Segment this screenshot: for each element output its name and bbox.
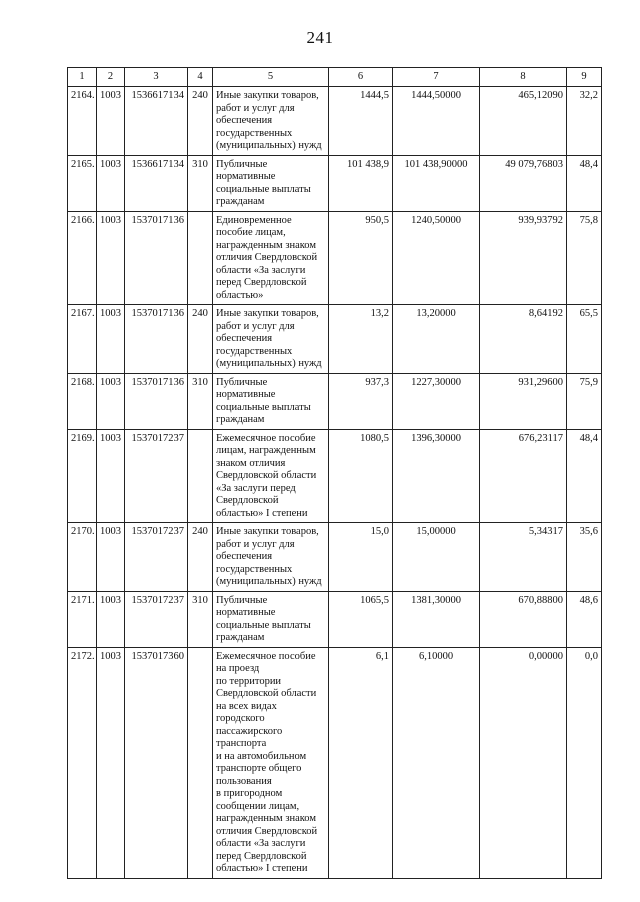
target-article-code: 1537017136	[125, 211, 188, 305]
description-line: обеспечения	[216, 333, 273, 344]
row-number: 2168.	[68, 373, 97, 429]
budget-table	[67, 67, 602, 879]
description-line: Иные закупки товаров,	[216, 308, 319, 319]
description-line: Иные закупки товаров,	[216, 526, 319, 537]
row-number: 2165.	[68, 155, 97, 211]
description-line: Публичные	[216, 594, 268, 606]
description-line: гражданам	[216, 414, 265, 425]
description-line: сообщении лицам,	[216, 800, 300, 812]
value-col-9: 75,9	[567, 373, 602, 429]
row-description	[213, 87, 329, 156]
table-row	[68, 429, 602, 523]
description-line: Свердловской области	[216, 470, 317, 481]
row-description	[213, 373, 329, 429]
column-header: 1	[68, 68, 97, 87]
value-col-8: 49 079,76803	[480, 155, 567, 211]
description-line: перед Свердловской	[216, 277, 307, 288]
description-line: на проезд	[216, 663, 260, 674]
description-line: пользования	[216, 775, 272, 787]
value-col-7: 1396,30000	[393, 429, 480, 523]
description-line: обеспечения	[216, 115, 273, 126]
description-line: Единовременное	[216, 214, 292, 226]
value-col-8: 676,23117	[480, 429, 567, 523]
description-line: городского	[216, 713, 265, 724]
target-article-code: 1537017237	[125, 591, 188, 647]
description-line: отличия Свердловской	[216, 825, 318, 837]
table-row	[68, 211, 602, 305]
description-line: социальные выплаты	[216, 183, 311, 195]
expense-type-code	[188, 211, 213, 305]
section-code: 1003	[97, 87, 125, 156]
description-line: нормативные	[216, 171, 276, 182]
row-number: 2170.	[68, 523, 97, 592]
value-col-9: 75,8	[567, 211, 602, 305]
table-header-row	[68, 68, 602, 87]
row-description	[213, 523, 329, 592]
row-description	[213, 647, 329, 878]
value-col-7: 1444,50000	[393, 87, 480, 156]
description-line: гражданам	[216, 632, 265, 643]
description-line: (муниципальных) нужд	[216, 358, 322, 369]
column-header: 7	[393, 68, 480, 87]
description-line: Ежемесячное пособие	[216, 650, 316, 662]
description-line: транспорте общего	[216, 763, 302, 774]
description-line: по территории	[216, 675, 282, 687]
table-row	[68, 523, 602, 592]
description-line: нормативные	[216, 607, 276, 618]
description-line: Свердловской	[216, 495, 279, 506]
column-header: 3	[125, 68, 188, 87]
description-line: работ и услуг для	[216, 102, 295, 114]
table-row	[68, 155, 602, 211]
value-col-8: 931,29600	[480, 373, 567, 429]
value-col-9: 0,0	[567, 647, 602, 878]
value-col-9: 35,6	[567, 523, 602, 592]
value-col-8: 465,12090	[480, 87, 567, 156]
table-row	[68, 305, 602, 374]
column-header: 5	[213, 68, 329, 87]
row-number: 2164.	[68, 87, 97, 156]
section-code: 1003	[97, 591, 125, 647]
expense-type-code: 310	[188, 373, 213, 429]
value-col-6: 6,1	[329, 647, 393, 878]
section-code: 1003	[97, 305, 125, 374]
value-col-9: 32,2	[567, 87, 602, 156]
description-line: лицам, награжденным	[216, 445, 316, 456]
section-code: 1003	[97, 211, 125, 305]
value-col-7: 1240,50000	[393, 211, 480, 305]
description-line: пособие лицам,	[216, 227, 286, 238]
row-number: 2169.	[68, 429, 97, 523]
description-line: транспорта	[216, 738, 267, 749]
value-col-6: 1444,5	[329, 87, 393, 156]
value-col-6: 13,2	[329, 305, 393, 374]
section-code: 1003	[97, 373, 125, 429]
page-number: 241	[306, 28, 334, 47]
value-col-9: 48,4	[567, 155, 602, 211]
description-line: областью» I степени	[216, 863, 308, 874]
value-col-6: 1080,5	[329, 429, 393, 523]
expense-type-code: 310	[188, 155, 213, 211]
value-col-6: 937,3	[329, 373, 393, 429]
description-line: «За заслуги перед	[216, 482, 296, 494]
value-col-9: 48,6	[567, 591, 602, 647]
expense-type-code	[188, 429, 213, 523]
column-header: 8	[480, 68, 567, 87]
section-code: 1003	[97, 155, 125, 211]
value-col-8: 5,34317	[480, 523, 567, 592]
section-code: 1003	[97, 647, 125, 878]
description-line: в пригородном	[216, 788, 283, 799]
expense-type-code: 310	[188, 591, 213, 647]
expense-type-code: 240	[188, 305, 213, 374]
value-col-7: 6,10000	[393, 647, 480, 878]
description-line: Публичные	[216, 376, 268, 388]
value-col-7: 15,00000	[393, 523, 480, 592]
value-col-6: 15,0	[329, 523, 393, 592]
expense-type-code: 240	[188, 87, 213, 156]
target-article-code: 1537017136	[125, 373, 188, 429]
value-col-6: 1065,5	[329, 591, 393, 647]
section-code: 1003	[97, 523, 125, 592]
value-col-7: 1381,30000	[393, 591, 480, 647]
description-line: государственных	[216, 345, 293, 357]
value-col-9: 65,5	[567, 305, 602, 374]
description-line: социальные выплаты	[216, 401, 311, 413]
description-line: (муниципальных) нужд	[216, 576, 322, 587]
value-col-9: 48,4	[567, 429, 602, 523]
row-description	[213, 429, 329, 523]
row-description	[213, 305, 329, 374]
description-line: государственных	[216, 127, 293, 139]
description-line: области «За заслуги	[216, 264, 306, 276]
description-line: и на автомобильном	[216, 750, 307, 762]
column-header: 4	[188, 68, 213, 87]
column-header: 6	[329, 68, 393, 87]
column-header: 9	[567, 68, 602, 87]
description-line: обеспечения	[216, 551, 273, 562]
value-col-8: 939,93792	[480, 211, 567, 305]
target-article-code: 1537017136	[125, 305, 188, 374]
value-col-8: 8,64192	[480, 305, 567, 374]
column-header: 2	[97, 68, 125, 87]
expense-type-code	[188, 647, 213, 878]
description-line: гражданам	[216, 196, 265, 207]
target-article-code: 1536617134	[125, 87, 188, 156]
description-line: пассажирского	[216, 725, 283, 737]
row-number: 2167.	[68, 305, 97, 374]
value-col-6: 950,5	[329, 211, 393, 305]
target-article-code: 1537017237	[125, 429, 188, 523]
description-line: областью» I степени	[216, 507, 308, 519]
description-line: знаком отличия	[216, 457, 286, 469]
row-description	[213, 155, 329, 211]
description-line: Ежемесячное пособие	[216, 432, 316, 444]
description-line: государственных	[216, 563, 293, 575]
description-line: нормативные	[216, 389, 276, 400]
description-line: Иные закупки товаров,	[216, 90, 319, 101]
table-row	[68, 87, 602, 156]
value-col-7: 1227,30000	[393, 373, 480, 429]
description-line: награжденным знаком	[216, 813, 317, 824]
value-col-6: 101 438,9	[329, 155, 393, 211]
description-line: социальные выплаты	[216, 619, 311, 631]
row-number: 2171.	[68, 591, 97, 647]
description-line: работ и услуг для	[216, 538, 295, 550]
target-article-code: 1537017237	[125, 523, 188, 592]
description-line: области «За заслуги	[216, 838, 306, 849]
description-line: на всех видах	[216, 700, 277, 712]
table-row	[68, 373, 602, 429]
description-line: отличия Свердловской	[216, 252, 318, 263]
row-number: 2172.	[68, 647, 97, 878]
table-row	[68, 591, 602, 647]
description-line: Свердловской области	[216, 688, 317, 699]
target-article-code: 1536617134	[125, 155, 188, 211]
table-row	[68, 647, 602, 878]
row-number: 2166.	[68, 211, 97, 305]
value-col-8: 670,88800	[480, 591, 567, 647]
description-line: перед Свердловской	[216, 850, 307, 862]
description-line: (муниципальных) нужд	[216, 140, 322, 151]
description-line: Публичные	[216, 158, 268, 170]
table-body	[68, 87, 602, 879]
target-article-code: 1537017360	[125, 647, 188, 878]
expense-type-code: 240	[188, 523, 213, 592]
value-col-7: 101 438,90000	[393, 155, 480, 211]
description-line: областью»	[216, 289, 264, 301]
description-line: награжденным знаком	[216, 239, 317, 251]
value-col-7: 13,20000	[393, 305, 480, 374]
value-col-8: 0,00000	[480, 647, 567, 878]
description-line: работ и услуг для	[216, 320, 295, 332]
row-description	[213, 211, 329, 305]
row-description	[213, 591, 329, 647]
section-code: 1003	[97, 429, 125, 523]
